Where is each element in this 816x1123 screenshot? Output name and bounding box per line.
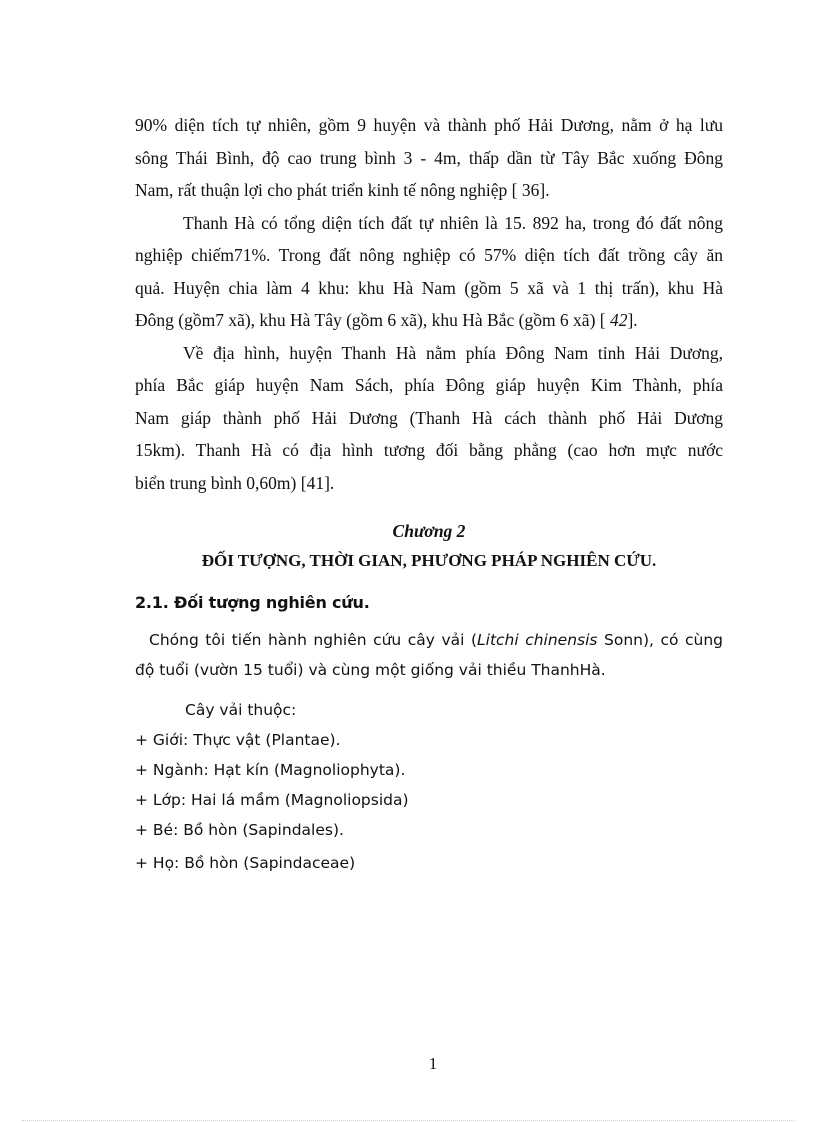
paragraph-line xyxy=(135,625,723,655)
list-item: + Bé: Bồ hòn (Sapindales). xyxy=(135,821,344,839)
chapter-number: Chương 2 xyxy=(392,521,466,541)
paragraph-line: Về địa hình, huyện Thanh Hà nằm phía Đông Nam tỉnh Hải Dương, xyxy=(183,342,723,363)
line-text: ]. xyxy=(627,310,638,330)
paragraph-line: nghiệp chiếm71%. Trong đất nông nghiệp có 57% diện tích đất trồng cây ăn xyxy=(135,245,723,265)
line-text: Chóng tôi tiến hành nghiên cứu cây vải ( xyxy=(149,631,478,649)
scientific-name: Litchi chinensis xyxy=(477,631,598,649)
paragraph-line: 90% diện tích tự nhiên, gồm 9 huyện và thành phố Hải Dương, nằm ở hạ lưu xyxy=(135,115,723,135)
paragraph-terrain xyxy=(135,337,723,500)
paragraph-line: biển trung bình 0,60m) [41]. xyxy=(135,472,335,493)
section-heading: 2.1. Đối tượng nghiên cứu. xyxy=(135,593,370,612)
section-paragraph xyxy=(135,625,723,685)
paragraph-thanh-ha-area xyxy=(135,207,723,337)
paragraph-line: Nam giáp thành phố Hải Dương (Thanh Hà cách thành phố Hải Dương xyxy=(135,407,723,428)
list-item: + Giới: Thực vật (Plantae). xyxy=(135,731,341,749)
taxonomy-list xyxy=(135,695,723,878)
paragraph-line: sông Thái Bình, độ cao trung bình 3 - 4m, thấp dần từ Tây Bắc xuống Đông xyxy=(135,147,723,168)
list-item: + Lớp: Hai lá mầm (Magnoliopsida) xyxy=(135,791,409,809)
paragraph-line xyxy=(135,304,723,337)
citation-reference: 42 xyxy=(609,310,628,330)
paragraph-line: quả. Huyện chia làm 4 khu: khu Hà Nam (gồm 5 xã và 1 thị trấn), khu Hà xyxy=(135,277,723,298)
page-bottom-rule xyxy=(22,1120,794,1121)
page-content xyxy=(135,109,723,878)
paragraph-line: Nam, rất thuận lợi cho phát triển kinh tế nông nghiệp [ 36]. xyxy=(135,180,550,200)
paragraph-line: 15km). Thanh Hà có địa hình tương đối bằng phẳng (cao hơn mực nước xyxy=(135,440,723,460)
line-text: Đông (gồm7 xã), khu Hà Tây (gồm 6 xã), khu Hà Bắc (gồm 6 xã) [ xyxy=(135,310,610,330)
paragraph-line: Thanh Hà có tổng diện tích đất tự nhiên là 15. 892 ha, trong đó đất nông xyxy=(183,212,723,233)
chapter-title: ĐỐI TƯỢNG, THỜI GIAN, PHƯƠNG PHÁP NGHIÊN CỨU. xyxy=(201,551,657,570)
list-intro: Cây vải thuộc: xyxy=(185,701,297,719)
list-item: + Ngành: Hạt kín (Magnoliophyta). xyxy=(135,761,406,779)
line-text: Sonn), có cùng xyxy=(597,631,723,649)
paragraph-land-area xyxy=(135,109,723,207)
list-item: + Họ: Bồ hòn (Sapindaceae) xyxy=(135,854,356,872)
paragraph-line: phía Bắc giáp huyện Nam Sách, phía Đông giáp huyện Kim Thành, phía xyxy=(135,375,723,395)
page-number: 1 xyxy=(428,1054,438,1073)
paragraph-line: độ tuổi (vườn 15 tuổi) và cùng một giống vải thiều ThanhHà. xyxy=(135,661,606,679)
